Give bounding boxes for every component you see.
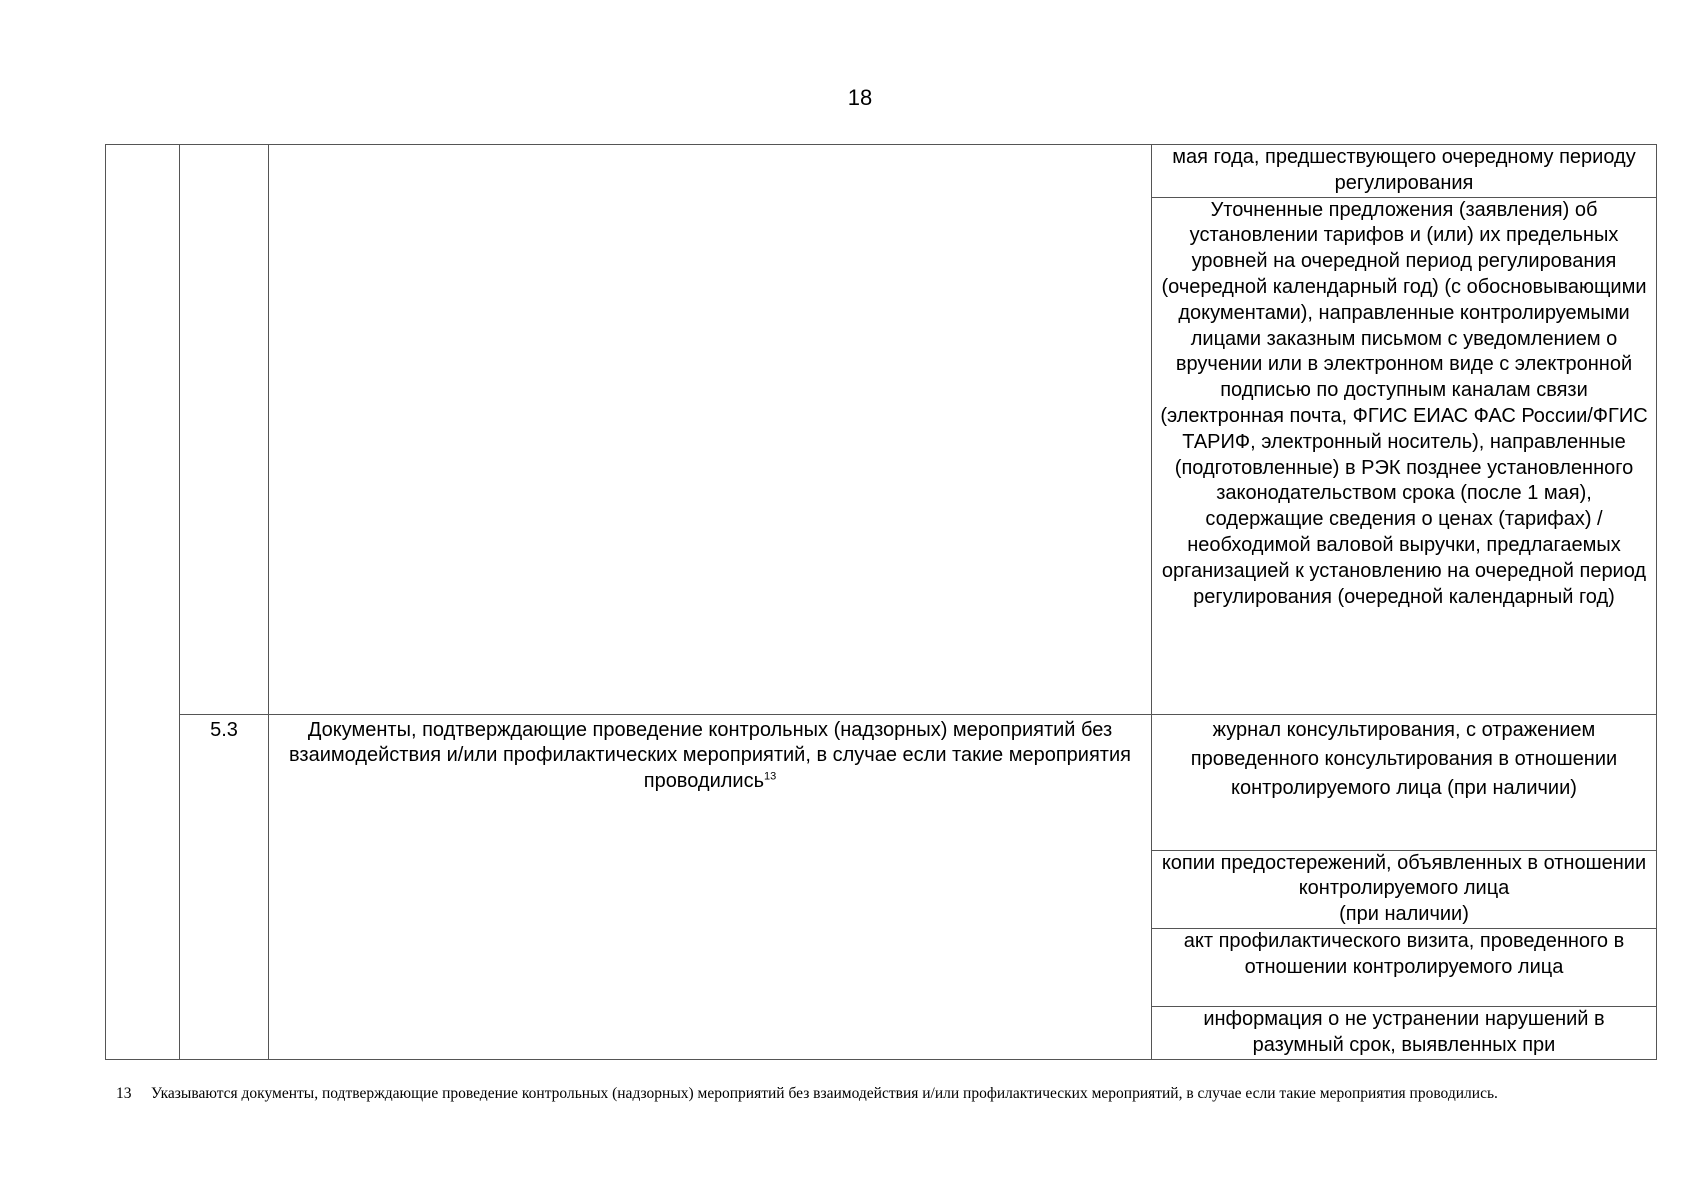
cell-text: Уточненные предложения (заявления) об установлении тарифов и (или) их предельных уровней на очередной период регулирования (очередной календарный год) (с обосновывающими документами), направленные контролируемыми лицами заказным письмом с уведомлением о вручении или в электронном виде с электронной подписью по доступным каналам связи (электронная почта, ФГИС ЕИАС ФАС России/ФГИС ТАРИФ, электронный носитель), направленные (подготовленные) в РЭК позднее установленного законодательством срока (после 1 мая), содержащие сведения о ценах (тарифах) / необходимой валовой выручки, предлагаемых организацией к установлению на очередной период регулирования (очередной календарный год) <box>1160 198 1648 608</box>
item-description-line2-text: взаимодействия и/или профилактических мероприятий, в случае если такие мероприятия проводились <box>289 744 1131 793</box>
footnote-reference: 13 <box>764 770 777 783</box>
item-description-line1: Документы, подтверждающие проведение контрольных (надзорных) мероприятий без <box>307 718 1113 741</box>
table-cell-col-a <box>106 145 180 1060</box>
cell-text: мая года, предшествующего очередному периоду регулирования <box>1172 146 1636 194</box>
footnote-text: Указываются документы, подтверждающие проведение контрольных (надзорных) мероприятий без взаимодействия и/или профилактических мероприятий, в случае если такие мероприятия проводились. <box>151 1085 1498 1102</box>
footnote-number: 13 <box>116 1085 132 1102</box>
document-table <box>105 144 1657 1060</box>
table-cell-col-d <box>1152 1006 1657 1059</box>
cell-text-line2: (при наличии) <box>1339 903 1469 926</box>
table-cell-col-d <box>1152 850 1657 928</box>
table-row <box>106 145 1657 198</box>
table-cell-col-d <box>1152 714 1657 850</box>
footnote <box>116 1084 1576 1104</box>
item-description <box>269 714 1152 1059</box>
cell-text: информация о не устранении нарушений в разумный срок, выявленных при <box>1203 1007 1605 1056</box>
cell-text-line1: копии предостережений, объявленных в отношении контролируемого лица <box>1161 851 1647 900</box>
item-description-line2 <box>277 743 1143 795</box>
item-number: 5.3 <box>180 714 269 1059</box>
table-cell-col-d <box>1152 197 1657 714</box>
table-cell-col-d <box>1152 145 1657 198</box>
cell-text: журнал консультирования, с отражением проведенного консультирования в отношении контролируемого лица (при наличии) <box>1190 718 1618 799</box>
table-cell-col-c <box>269 145 1152 715</box>
table-cell-col-b <box>180 145 269 715</box>
table-cell-col-d <box>1152 928 1657 1006</box>
table-row <box>106 714 1657 850</box>
page-number: 18 <box>847 85 873 110</box>
cell-text: акт профилактического визита, проведенного в отношении контролируемого лица <box>1183 929 1625 978</box>
